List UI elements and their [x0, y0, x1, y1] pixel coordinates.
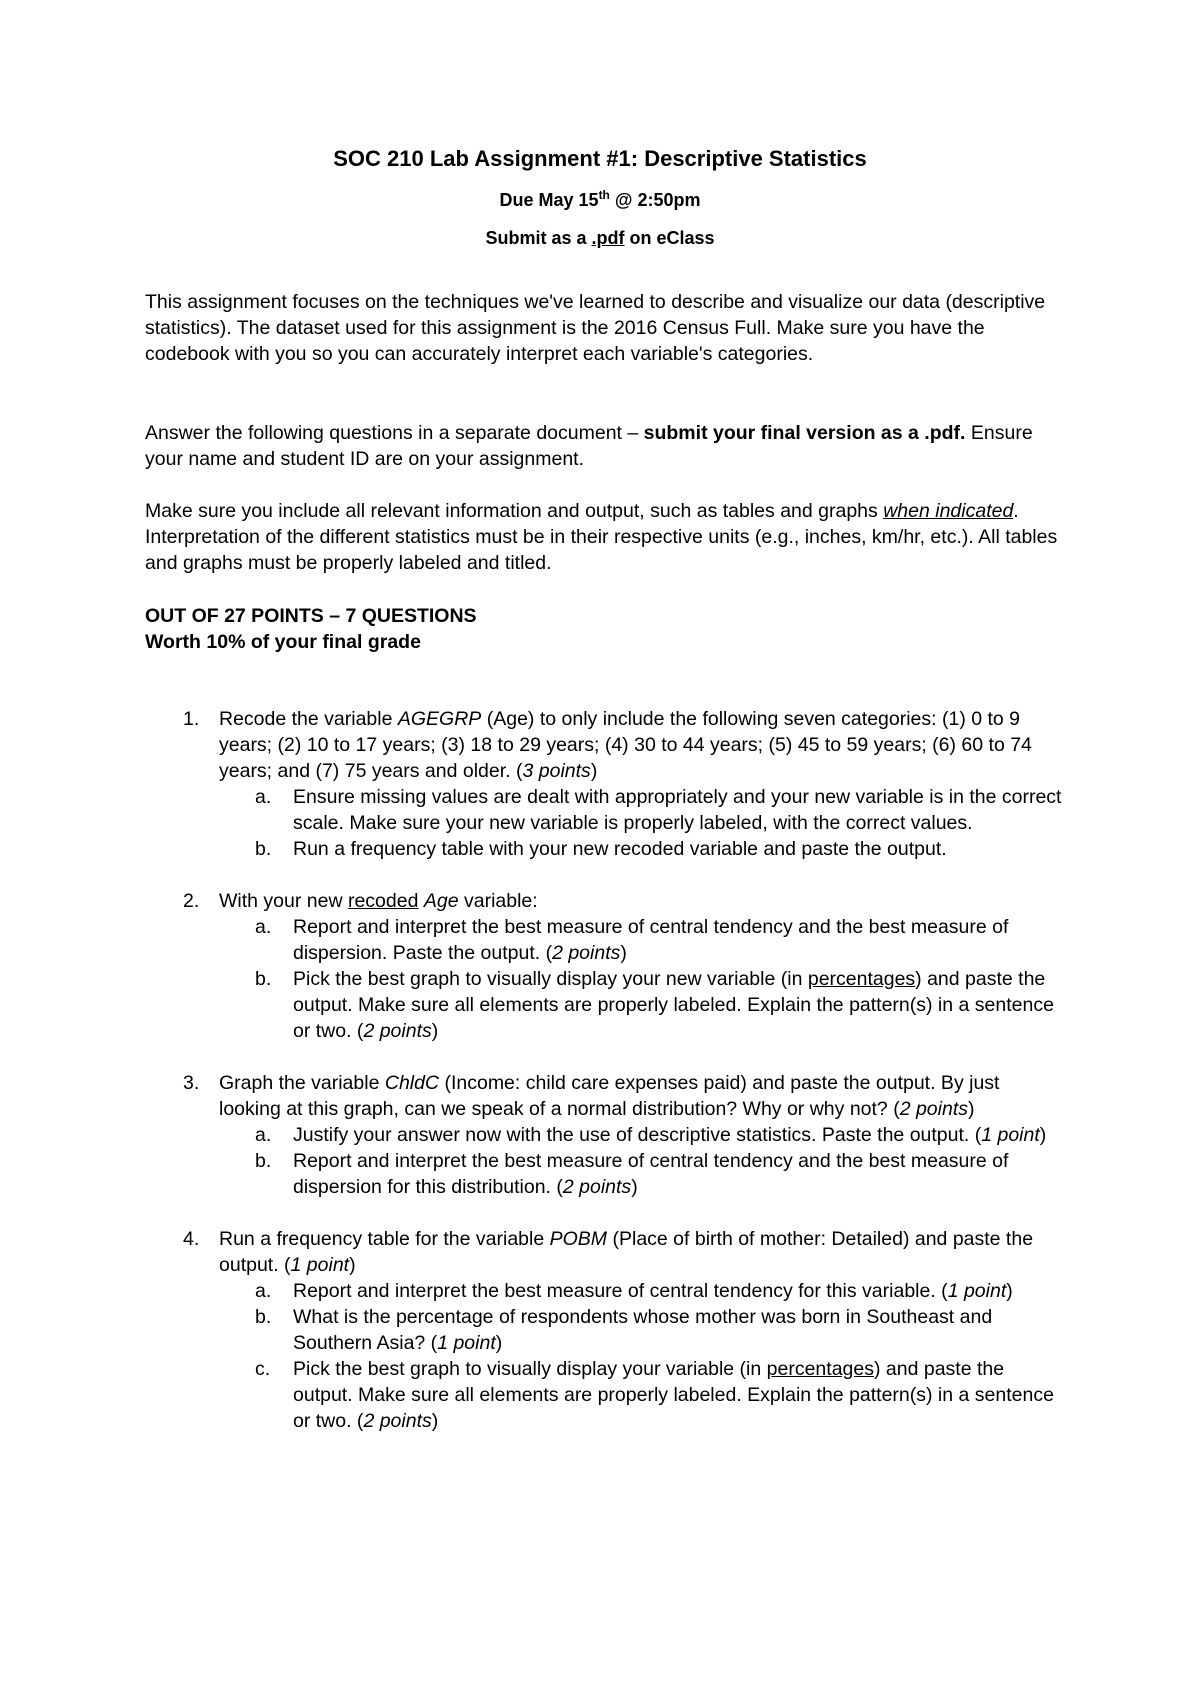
- sub-question-4b: b. What is the percentage of respondents whose mother was born in Southeast and Southern Asia? (1 point): [255, 1306, 993, 1354]
- question-2: [145, 888, 1065, 1044]
- question-list: [145, 706, 1065, 1460]
- question-1: [145, 706, 1065, 862]
- sub-question-list: [219, 1278, 1065, 1434]
- sub-question-3a: a. Justify your answer now with the use of descriptive statistics. Paste the output. (1 point): [255, 1124, 1047, 1146]
- question-text: Recode the variable AGEGRP (Age) to only include the following seven categories: (1) 0 to 9 years; (2) 10 to 17 years; (3) 18 to 29 years; (4) 30 to 44 years; (5) 45 to 59 years; (6) 60 to 74 years; and (7) 75 years and older. (3 points): [219, 708, 1032, 782]
- intro-paragraph: This assignment focuses on the techniques we've learned to describe and visualize our data (descriptive statistics). The dataset used for this assignment is the 2016 Census Full. Make sure you have the codebook with you so you can accurately interpret each variable's categories.: [145, 291, 1046, 365]
- question-text: Graph the variable ChldC (Income: child care expenses paid) and paste the output. By just looking at this graph, can we speak of a normal distribution? Why or why not? (2 points): [219, 1072, 1000, 1120]
- question-text: With your new recoded Age variable:: [219, 890, 538, 912]
- sub-question-2a: a. Report and interpret the best measure of central tendency and the best measure of dispersion. Paste the output. (2 points): [255, 916, 1009, 964]
- question-3: [145, 1070, 1065, 1200]
- sub-question-list: [219, 1122, 1065, 1200]
- sub-question-2b: b. Pick the best graph to visually display your new variable (in percentages) and paste the output. Make sure all elements are properly labeled. Explain the pattern(s) in a sentence or two. (2 points): [255, 968, 1054, 1042]
- sub-question-3b: b. Report and interpret the best measure of central tendency and the best measure of dispersion for this distribution. (2 points): [255, 1150, 1009, 1198]
- document-title: SOC 210 Lab Assignment #1: Descriptive Statistics: [333, 146, 867, 171]
- sub-question-list: [219, 914, 1065, 1044]
- due-date: Due May 15th @ 2:50pm: [499, 188, 701, 210]
- sub-question-list: [219, 784, 1065, 862]
- question-number: 3.: [183, 1072, 200, 1094]
- question-number: 2.: [183, 890, 200, 912]
- question-text: Run a frequency table for the variable POBM (Place of birth of mother: Detailed) and paste the output. (1 point): [219, 1228, 1034, 1276]
- question-number: 1.: [183, 708, 200, 730]
- sub-question-4c: c. Pick the best graph to visually display your variable (in percentages) and paste the output. Make sure all elements are properly labeled. Explain the pattern(s) in a sentence or two. (2 points): [255, 1358, 1054, 1432]
- submit-instructions: Submit as a .pdf on eClass: [485, 228, 715, 248]
- question-number: 4.: [183, 1228, 200, 1250]
- sub-question-1a: a. Ensure missing values are dealt with appropriately and your new variable is in the correct scale. Make sure your new variable is properly labeled, with the correct values.: [255, 786, 1062, 834]
- requirements-paragraph: Make sure you include all relevant information and output, such as tables and graphs when indicated. Interpretation of the different statistics must be in their respective units (e.g., inches, km/hr, etc.). All tables and graphs must be properly labeled and titled.: [145, 500, 1058, 574]
- sub-question-4a: a. Report and interpret the best measure of central tendency for this variable. (1 point): [255, 1280, 1013, 1302]
- sub-question-1b: b. Run a frequency table with your new recoded variable and paste the output.: [255, 838, 947, 860]
- submission-paragraph: Answer the following questions in a separate document – submit your final version as a .pdf. Ensure your name and student ID are on your assignment.: [145, 422, 1033, 470]
- question-4: [145, 1226, 1065, 1434]
- points-heading: OUT OF 27 POINTS – 7 QUESTIONS Worth 10% of your final grade: [145, 605, 477, 653]
